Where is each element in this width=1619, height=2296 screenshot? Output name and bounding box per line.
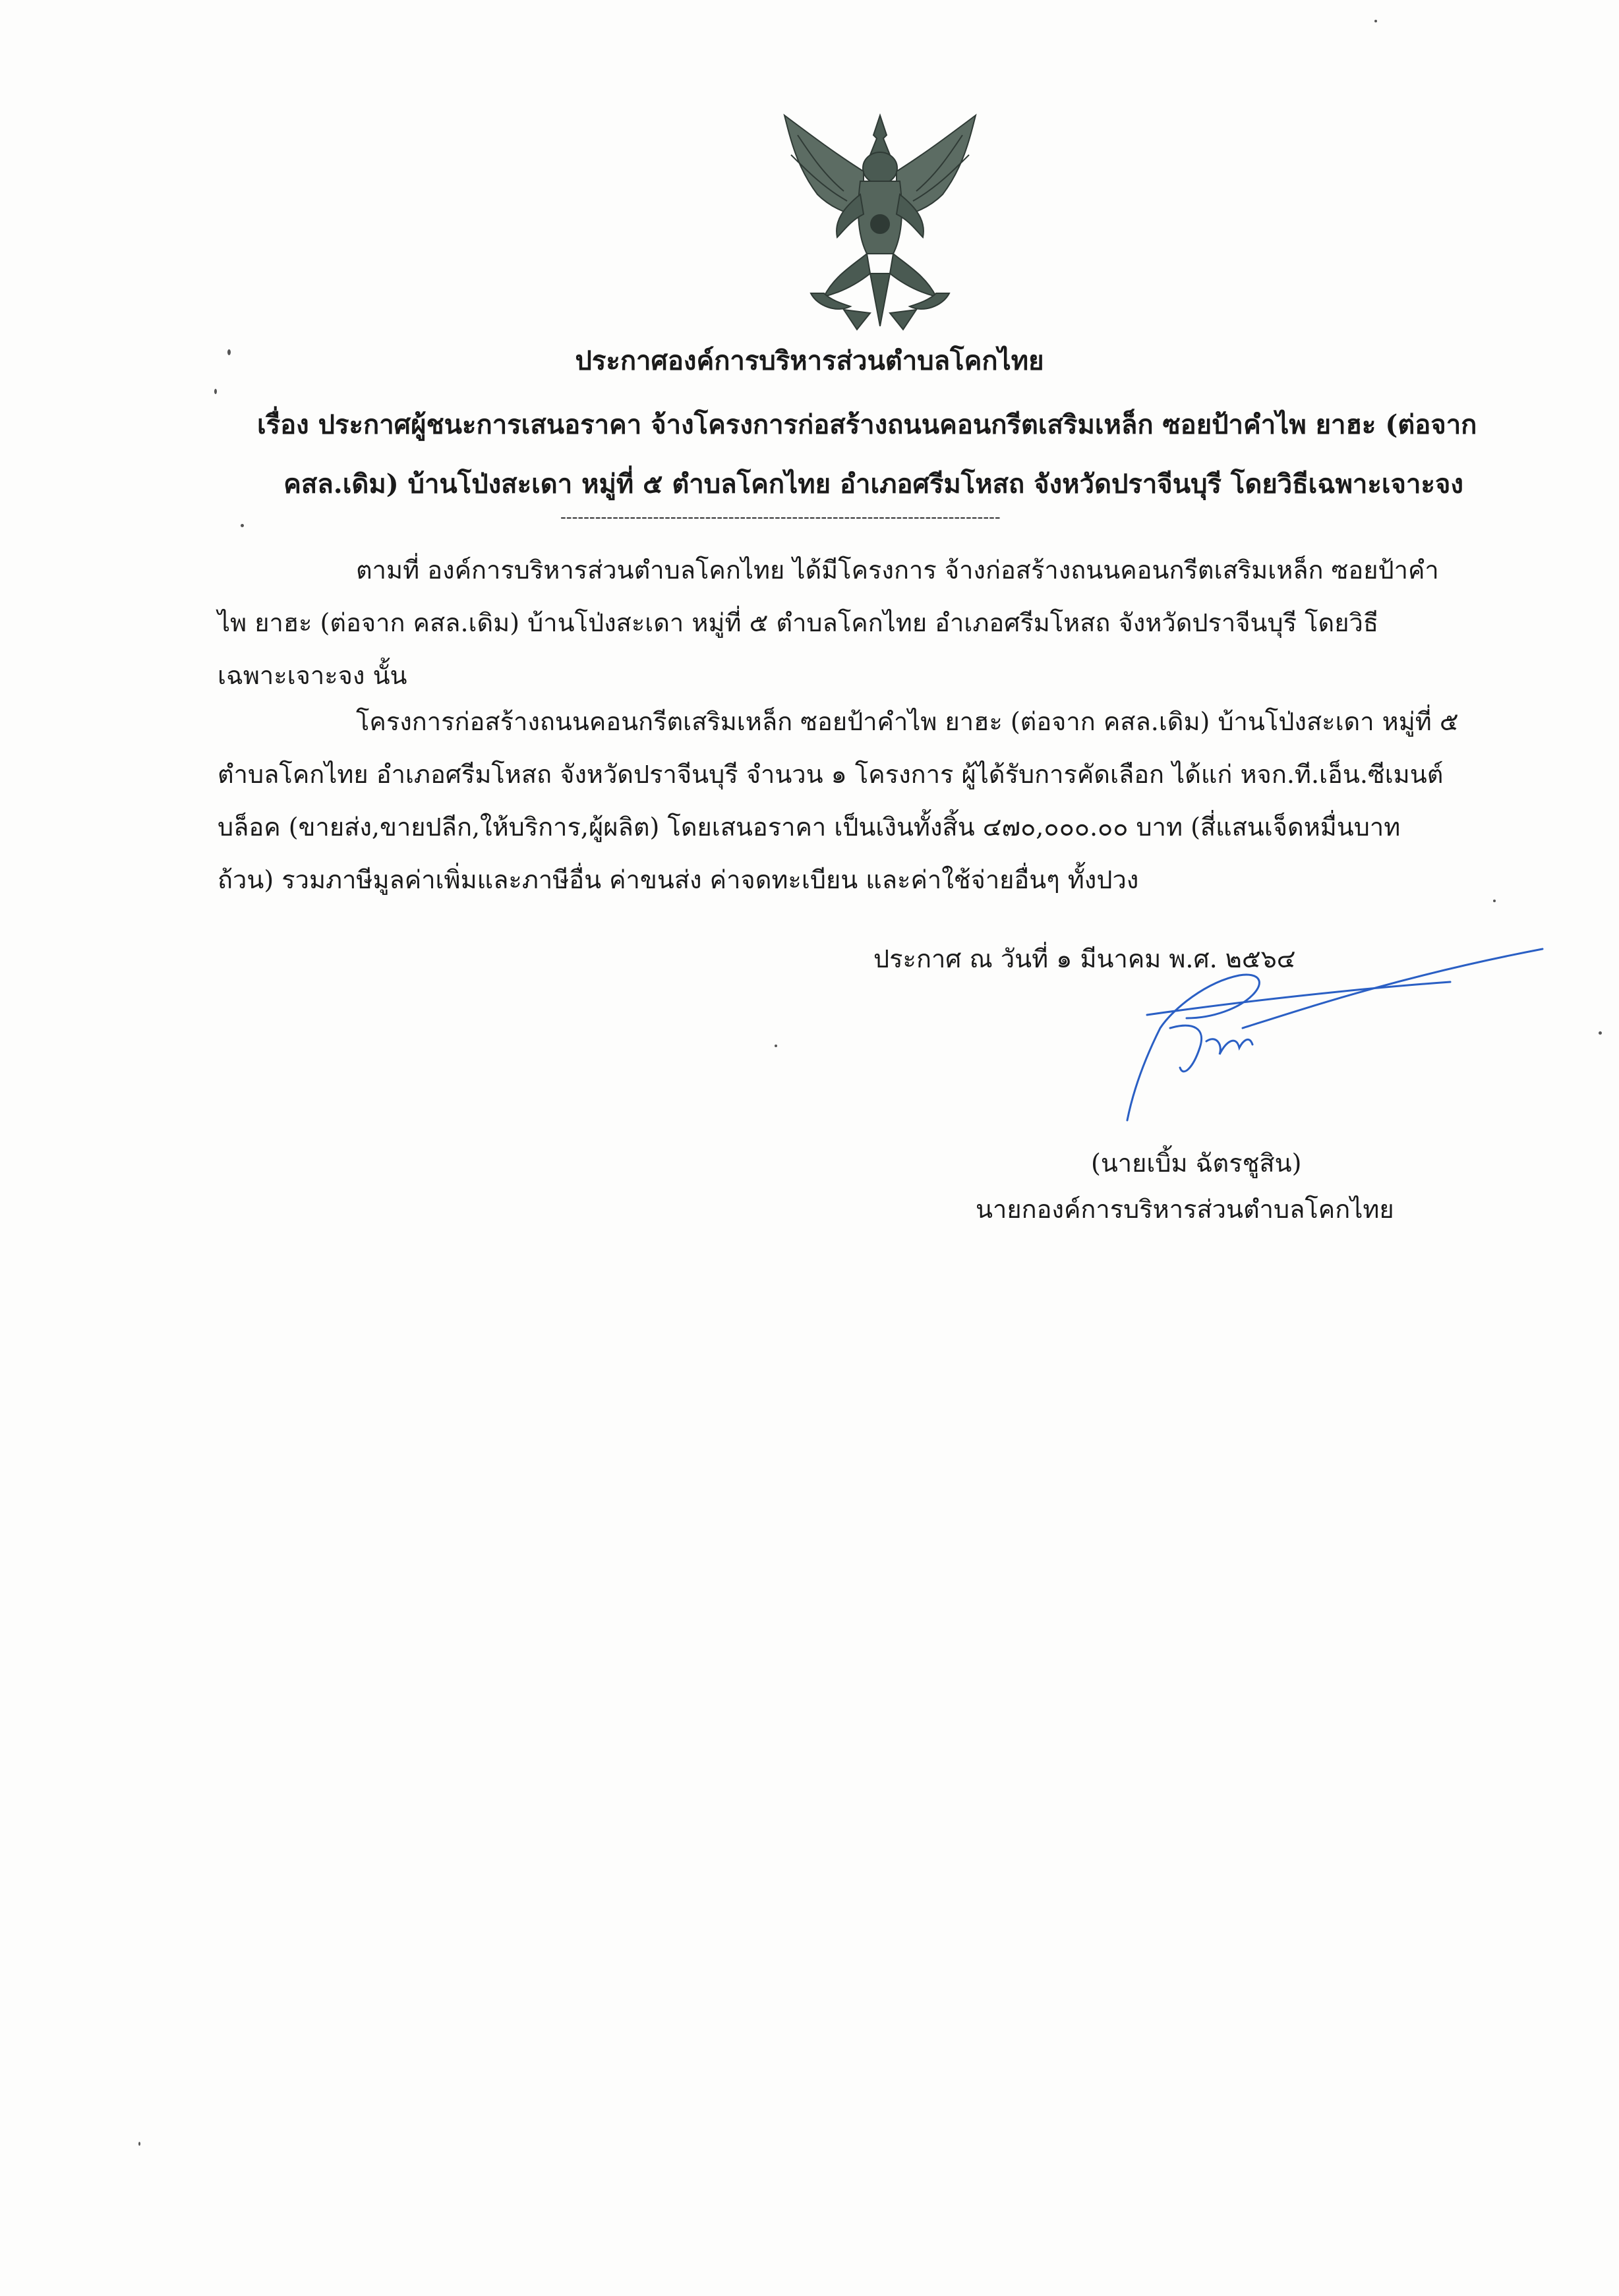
handwritten-signature: [1107, 936, 1556, 1134]
signer-name: (นายเบิ้ม ฉัตรชูสิน): [1091, 1149, 1302, 1178]
paragraph-2-line: ถ้วน) รวมภาษีมูลค่าเพิ่มและภาษีอื่น ค่าขนส่ง ค่าจดทะเบียน และค่าใช้จ่ายอื่นๆ ทั้งปวง: [218, 865, 1139, 894]
scan-speck: [1599, 1031, 1602, 1035]
subject-line-2: คสล.เดิม) บ้านโป่งสะเดา หมู่ที่ ๕ ตำบลโคกไทย อำเภอศรีมโหสถ จังหวัดปราจีนบุรี โดยวิธีเฉพาะเจาะจง: [283, 469, 1463, 500]
paragraph-2-line: ตำบลโคกไทย อำเภอศรีมโหสถ จังหวัดปราจีนบุรี จำนวน ๑ โครงการ ผู้ได้รับการคัดเลือก ได้แก่ หจก.ที.เอ็น.ซีเมนต์: [218, 760, 1444, 789]
signer-position: นายกองค์การบริหารส่วนตำบลโคกไทย: [976, 1195, 1394, 1224]
paragraph-1: [218, 544, 1529, 702]
paragraph-1-line: เฉพาะเจาะจง นั้น: [218, 661, 407, 690]
scan-speck: [138, 2142, 140, 2146]
announcement-date: ประกาศ ณ วันที่ ๑ มีนาคม พ.ศ. ๒๕๖๔: [873, 944, 1296, 973]
subject-block: [218, 395, 1529, 514]
page-title: ประกาศองค์การบริหารส่วนตำบลโคกไทย: [575, 345, 1044, 376]
paragraph-1-line: ไพ ยาฮะ (ต่อจาก คสล.เดิม) บ้านโป่งสะเดา หมู่ที่ ๕ ตำบลโคกไทย อำเภอศรีมโหสถ จังหวัดปราจีนบุรี โดยวิธี: [218, 608, 1379, 637]
scan-speck: [214, 389, 217, 394]
paragraph-2: [218, 695, 1529, 906]
garuda-emblem-icon: [771, 109, 989, 333]
divider: ----------------------------------------------------------------------------: [560, 507, 1001, 527]
paragraph-2-line: บล็อค (ขายส่ง,ขายปลีก,ให้บริการ,ผู้ผลิต) โดยเสนอราคา เป็นเงินทั้งสิ้น ๔๗๐,๐๐๐.๐๐ บาท (สี่แสนเจ็ดหมื่นบาท: [218, 813, 1401, 842]
scan-speck: [1374, 20, 1377, 22]
scan-speck: [227, 349, 231, 355]
paragraph-1-line: ตามที่ องค์การบริหารส่วนตำบลโคกไทย ได้มีโครงการ จ้างก่อสร้างถนนคอนกรีตเสริมเหล็ก ซอยป้าคำ: [356, 556, 1439, 585]
subject-line-1: เรื่อง ประกาศผู้ชนะการเสนอราคา จ้างโครงการก่อสร้างถนนคอนกรีตเสริมเหล็ก ซอยป้าคำไพ ยาฮะ (ต่อจาก: [257, 409, 1477, 440]
paragraph-2-line: โครงการก่อสร้างถนนคอนกรีตเสริมเหล็ก ซอยป้าคำไพ ยาฮะ (ต่อจาก คสล.เดิม) บ้านโป่งสะเดา หมู่ที่ ๕: [356, 707, 1459, 736]
scan-speck: [1493, 900, 1496, 902]
scan-speck: [241, 524, 244, 527]
scan-speck: [775, 1045, 777, 1047]
